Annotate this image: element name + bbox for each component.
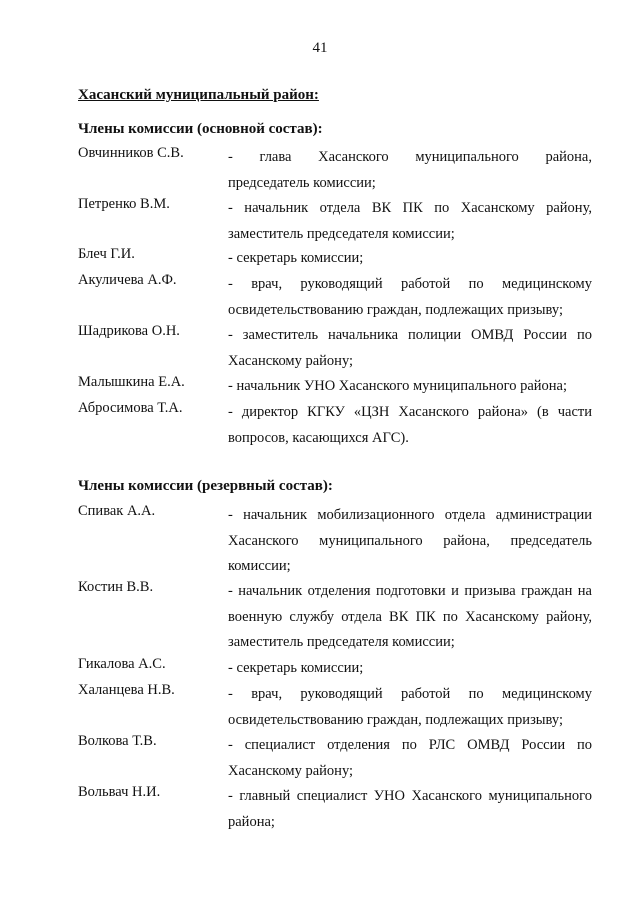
- role-line: председатель комиссии;: [228, 174, 376, 191]
- role-line: заместитель председателя комиссии;: [228, 634, 455, 650]
- role-line: - директор КГКУ «ЦЗН Хасанского района» (в части: [228, 404, 592, 420]
- member-name: Петренко В.М.: [78, 196, 170, 212]
- role-line: - главный специалист УНО Хасанского муниципального: [228, 788, 592, 804]
- reserve-members-heading: Члены комиссии (резервный состав):: [78, 478, 333, 494]
- member-role: [228, 682, 592, 733]
- member-name: Халанцева Н.В.: [78, 682, 175, 698]
- member-role: [228, 246, 592, 272]
- member-role: [228, 374, 592, 400]
- role-line: освидетельствованию граждан, подлежащих призыву;: [228, 711, 563, 728]
- member-name: Вольвач Н.И.: [78, 784, 161, 800]
- role-line: района;: [228, 813, 275, 830]
- member-role: [228, 145, 592, 196]
- member-name: Гикалова А.С.: [78, 656, 166, 672]
- main-members-heading: Члены комиссии (основной состав):: [78, 121, 323, 137]
- member-name: Волкова Т.В.: [78, 733, 157, 749]
- role-line: Хасанскому району;: [228, 762, 354, 779]
- role-line: - заместитель начальника полиции ОМВД России по: [228, 327, 592, 343]
- role-line: военную службу отдела ВК ПК по Хасанскому району,: [228, 608, 592, 625]
- member-name: Акуличева А.Ф.: [78, 272, 177, 288]
- member-role: [228, 323, 592, 374]
- role-line: - начальник УНО Хасанского муниципального района;: [228, 378, 567, 394]
- district-title: Хасанский муниципальный район:: [78, 87, 319, 103]
- role-line: - специалист отделения по РЛС ОМВД России по: [228, 737, 592, 753]
- role-line: - начальник отдела ВК ПК по Хасанскому району,: [228, 200, 592, 216]
- role-line: - глава Хасанского муниципального района,: [228, 149, 592, 165]
- role-line: - врач, руководящий работой по медицинскому: [228, 686, 592, 702]
- member-role: [228, 784, 592, 835]
- role-line: - начальник мобилизационного отдела администрации: [228, 507, 592, 523]
- member-role: [228, 400, 592, 451]
- page-number: 41: [312, 40, 328, 56]
- member-role: [228, 196, 592, 247]
- member-name: Малышкина Е.А.: [78, 374, 185, 390]
- member-role: [228, 579, 592, 656]
- role-line: вопросов, касающихся АГС).: [228, 429, 409, 446]
- role-line: освидетельствованию граждан, подлежащих призыву;: [228, 301, 563, 318]
- member-name: Абросимова Т.А.: [78, 400, 183, 416]
- role-line: - начальник отделения подготовки и призыва граждан на: [228, 583, 592, 599]
- role-line: - врач, руководящий работой по медицинскому: [228, 276, 592, 292]
- member-name: Шадрикова О.Н.: [78, 323, 180, 339]
- member-role: [228, 656, 592, 682]
- role-line: - секретарь комиссии;: [228, 660, 364, 676]
- role-line: Хасанского муниципального района, председатель: [228, 532, 592, 549]
- role-line: - секретарь комиссии;: [228, 250, 364, 266]
- role-line: Хасанскому району;: [228, 352, 354, 369]
- member-name: Костин В.В.: [78, 579, 154, 595]
- member-role: [228, 272, 592, 323]
- role-line: заместитель председателя комиссии;: [228, 225, 455, 242]
- member-name: Блеч Г.И.: [78, 246, 135, 262]
- member-role: [228, 503, 592, 580]
- role-line: комиссии;: [228, 558, 291, 574]
- member-name: Овчинников С.В.: [78, 145, 184, 161]
- member-role: [228, 733, 592, 784]
- member-name: Спивак А.А.: [78, 503, 156, 519]
